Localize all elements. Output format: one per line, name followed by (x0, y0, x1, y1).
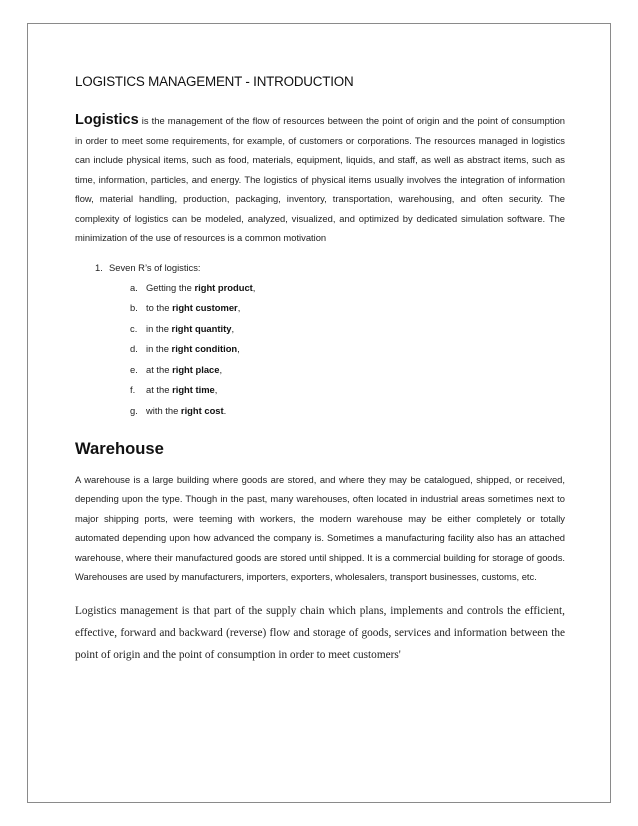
document-body (75, 73, 565, 666)
list-item-letter: a. (130, 281, 138, 293)
intro-paragraph (75, 111, 565, 248)
intro-lead-word: Logistics (75, 112, 139, 128)
list-item-punctuation: . (223, 405, 227, 417)
list-item-letter: d. (130, 343, 138, 355)
list-item-text: Getting the (146, 281, 195, 293)
list-item-punctuation: , (237, 343, 240, 355)
list-item-emphasis: right time (172, 384, 215, 396)
seven-rs-list (75, 258, 565, 422)
list-item-letter: g. (130, 405, 138, 417)
list-item-text: in the (146, 343, 172, 355)
list-item-letter: e. (130, 363, 138, 375)
closing-paragraph: Logistics management is that part of the supply chain which plans, implements and controls the efficient, effective, forward and backward (reverse) flow and storage of goods, services and information between the point of origin and the point of consumption in order to meet customers' (75, 604, 565, 661)
list-item-letter: b. (130, 302, 138, 314)
list-item-emphasis: right condition (171, 343, 238, 355)
warehouse-heading: Warehouse (75, 438, 164, 458)
list-item-text: in the (146, 322, 172, 334)
list-item-emphasis: right place (172, 363, 220, 375)
list-item (75, 380, 565, 401)
list-item (75, 298, 565, 319)
list-item-punctuation: , (237, 302, 241, 314)
list-item-text: at the (146, 363, 173, 375)
list-item-punctuation: , (252, 281, 256, 293)
list-item-emphasis: right quantity (171, 322, 232, 334)
list-item-letter: f. (130, 384, 136, 396)
list-item-emphasis: right product (194, 281, 253, 293)
list-item-text: to the (146, 302, 173, 314)
list-item-punctuation: , (231, 322, 235, 334)
list-item (75, 278, 565, 299)
warehouse-paragraph: A warehouse is a large building where goods are stored, and where they may be catalogued, shipped, or received, depending upon the type. Though in the past, many warehouses, often located in industrial areas sometimes next to major shipping ports, were teeming with workers, the modern warehouse may be either completely or totally automated depending upon how advanced the company is. Sometimes a manufacturing facility also has an attached warehouse, where their manufactured goods are stored until shipped. It is a commercial building for storage of goods. Warehouses are used by manufacturers, importers, exporters, wholesalers, transport businesses, customs, etc. (75, 473, 565, 583)
document-title: LOGISTICS MANAGEMENT - INTRODUCTION (75, 74, 354, 89)
intro-text: is the management of the flow of resources between the point of origin and the point of consumption in order to meet some requirements, for example, of customers or corporations. The resources managed in logistics can include physical items, such as food, materials, equipment, liquids, and staff, as well as abstract items, such as time, information, particles, and energy. The logistics of physical items usually involves the integration of information flow, material handling, production, packaging, inventory, transportation, warehousing, and often security. The complexity of logistics can be modeled, analyzed, visualized, and optimized by dedicated simulation software. The minimization of the use of resources is a common motivation (75, 115, 565, 243)
list-heading-text: Seven R’s of logistics: (109, 261, 201, 273)
list-item-punctuation: , (214, 384, 218, 396)
list-heading (75, 258, 565, 278)
list-number: 1. (95, 261, 103, 273)
list-item-emphasis: right cost (180, 405, 224, 417)
list-item-emphasis: right customer (172, 302, 238, 314)
list-item (75, 401, 565, 422)
list-item (75, 360, 565, 381)
list-item-text: with the (146, 405, 181, 417)
list-item-punctuation: , (219, 363, 223, 375)
sub-item-list (75, 278, 565, 422)
list-item (75, 339, 565, 360)
list-item-letter: c. (130, 322, 138, 334)
list-item-text: at the (146, 384, 173, 396)
list-item (75, 319, 565, 340)
